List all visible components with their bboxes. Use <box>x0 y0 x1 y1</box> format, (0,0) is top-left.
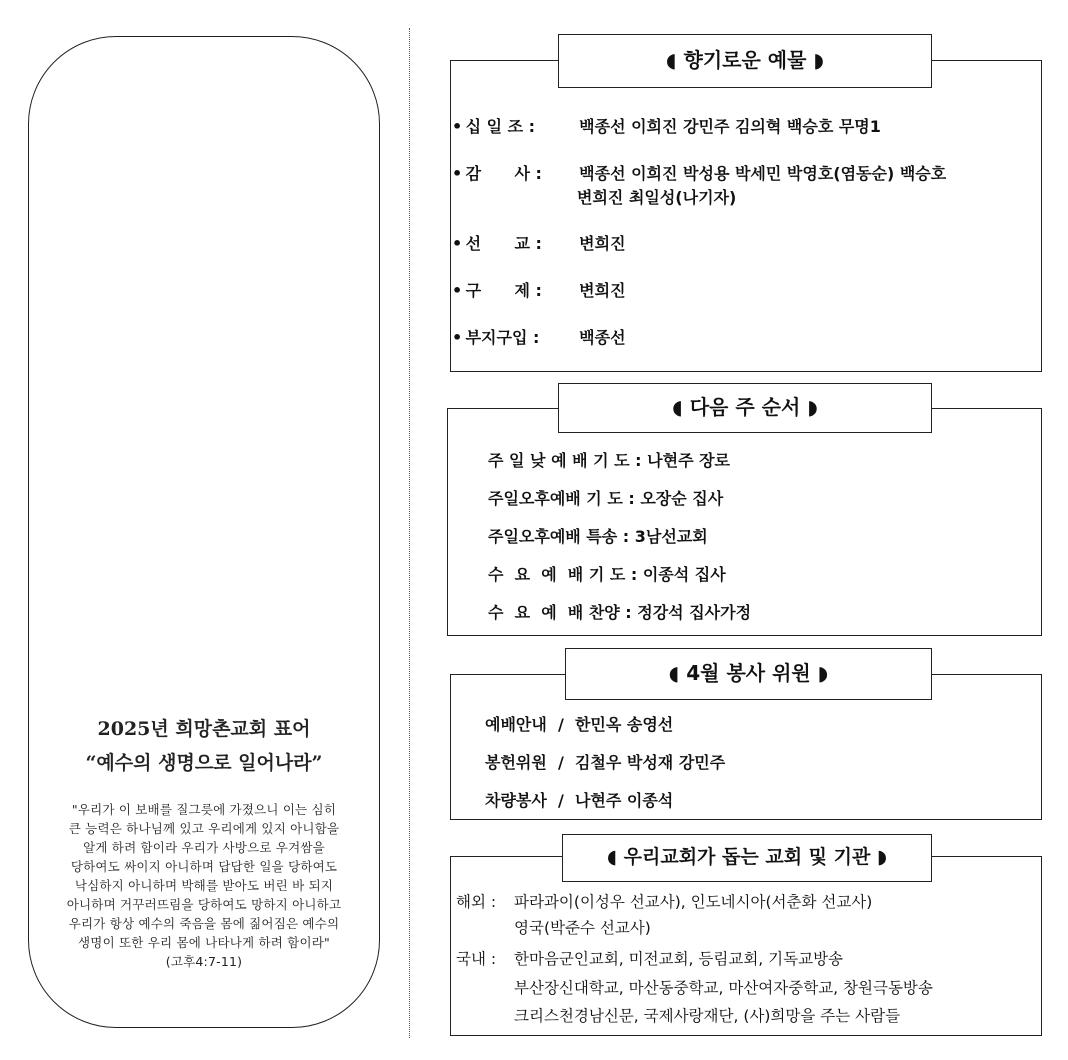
offering-row-thanks <box>452 161 946 184</box>
bullet-icon: • <box>452 234 463 253</box>
offering-names: 백종선 이희진 강민주 김의혁 백승호 무명1 <box>579 117 881 136</box>
offering-names: 변희진 <box>579 281 626 300</box>
bullet-icon: • <box>452 117 463 136</box>
offering-label: 선 교 : <box>465 234 542 253</box>
verse-line: 큰 능력은 하나님께 있고 우리에게 있지 아니함을 <box>68 821 340 836</box>
next-week-row: 수 요 예 배 찬양 : 정강석 집사가정 <box>488 603 752 622</box>
offering-label: 감 사 : <box>465 164 542 183</box>
april-service-row: 차량봉사 / 나현주 이종석 <box>485 791 674 810</box>
april-service-title: ◖ 4월 봉사 위원 ◗ <box>565 648 932 700</box>
verse-line: 낙심하지 아니하며 박해를 받아도 버린 바 되지 <box>74 878 334 893</box>
april-service-row: 봉헌위원 / 김철우 박성재 강민주 <box>485 753 726 772</box>
offering-row-mission <box>452 231 626 254</box>
offering-label: 구 제 : <box>465 281 542 300</box>
next-week-title: ◖ 다음 주 순서 ◗ <box>558 383 932 433</box>
domestic-line: 부산장신대학교, 마산동중학교, 마산여자중학교, 창원극동방송 <box>514 979 933 997</box>
overseas-line: 영국(박준수 선교사) <box>514 919 651 937</box>
offering-row-land <box>452 325 626 348</box>
next-week-row: 수 요 예 배 기 도 : 이종석 집사 <box>488 565 726 584</box>
verse-line: "우리가 이 보배를 질그릇에 가졌으니 이는 심히 <box>71 802 337 817</box>
domestic-line: 한마음군인교회, 미전교회, 등림교회, 기독교방송 <box>514 950 844 968</box>
offering-row-relief <box>452 278 626 301</box>
offering-label: 십 일 조 : <box>465 117 536 136</box>
offering-names: 백종선 <box>579 328 626 347</box>
verse-line: 당하여도 싸이지 아니하며 답답한 일을 당하여도 <box>70 859 338 874</box>
bullet-icon: • <box>452 328 463 347</box>
scripture-verse <box>36 800 372 971</box>
bullet-icon: • <box>452 164 463 183</box>
overseas-label: 해외 : <box>456 893 497 911</box>
overseas-line: 파라과이(이성우 선교사), 인도네시아(서춘화 선교사) <box>514 893 873 911</box>
april-service-row: 예배안내 / 한민옥 송영선 <box>485 715 674 734</box>
verse-line: 아니하며 거꾸러뜨림을 당하여도 망하지 아니하고 <box>66 897 342 912</box>
next-week-row: 주일오후예배 기 도 : 오장순 집사 <box>488 489 724 508</box>
verse-reference: (고후4:7-11) <box>165 954 243 969</box>
offering-names-continued: 변희진 최일성(나기자) <box>577 188 737 207</box>
offering-names: 백종선 이희진 박성용 박세민 박영호(염동순) 백승호 <box>579 164 947 183</box>
motto-year-title: 2025년 희망촌교회 표어 <box>97 718 311 740</box>
offering-row-tithe <box>452 114 881 137</box>
verse-line: 생명이 또한 우리 몸에 나타나게 하려 함이라" <box>78 935 330 950</box>
bullet-icon: • <box>452 281 463 300</box>
motto-quote: “예수의 생명으로 일어나라” <box>85 752 323 774</box>
next-week-row: 주 일 낮 예 배 기 도 : 나현주 장로 <box>488 451 731 470</box>
page-divider <box>409 28 410 1038</box>
domestic-line: 크리스천경남신문, 국제사랑재단, (사)희망을 주는 사람들 <box>514 1007 901 1025</box>
verse-line: 우리가 항상 예수의 죽음을 몸에 짊어짐은 예수의 <box>68 916 340 931</box>
offerings-title: ◖ 향기로운 예물 ◗ <box>558 34 932 88</box>
next-week-row: 주일오후예배 특송 : 3남선교회 <box>488 527 708 546</box>
domestic-label: 국내 : <box>456 950 497 968</box>
offering-names: 변희진 <box>579 234 626 253</box>
verse-line: 알게 하려 함이라 우리가 사방으로 우겨쌈을 <box>83 840 325 855</box>
offering-label: 부지구입 : <box>465 328 540 347</box>
support-title: ◖ 우리교회가 돕는 교회 및 기관 ◗ <box>562 834 932 882</box>
